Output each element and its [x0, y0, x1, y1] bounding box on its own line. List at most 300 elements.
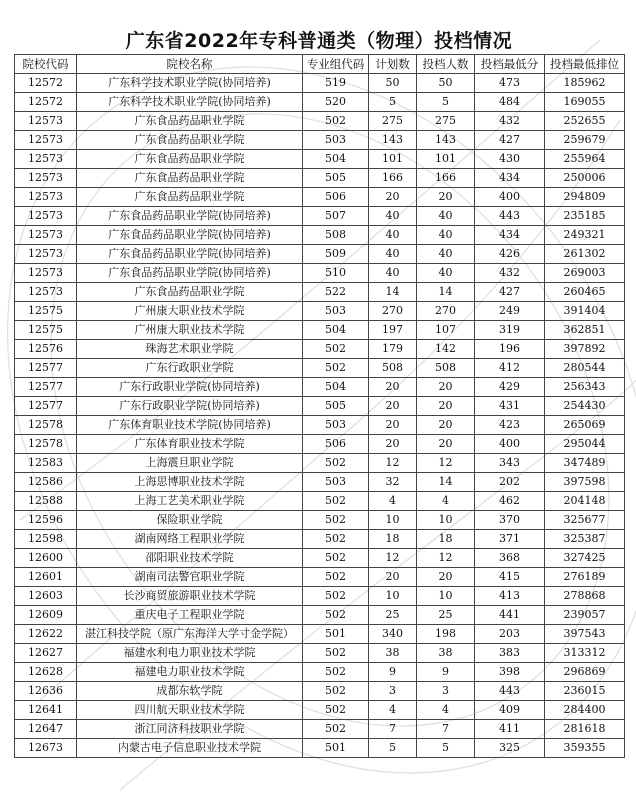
cell-school-code: 12573: [15, 207, 77, 226]
cell-admitted-count: 12: [417, 454, 475, 473]
cell-plan-count: 12: [369, 549, 417, 568]
cell-group-code: 502: [303, 454, 369, 473]
table-row: [15, 359, 625, 378]
cell-min-rank: 391404: [545, 302, 625, 321]
cell-min-rank: 327425: [545, 549, 625, 568]
cell-school-code: 12636: [15, 682, 77, 701]
table-row: [15, 340, 625, 359]
cell-min-rank: 284400: [545, 701, 625, 720]
table-row: [15, 682, 625, 701]
cell-group-code: 522: [303, 283, 369, 302]
cell-min-rank: 397543: [545, 625, 625, 644]
cell-admitted-count: 20: [417, 568, 475, 587]
cell-school-name: 广东食品药品职业学院: [77, 131, 303, 150]
cell-school-name: 湛江科技学院（原广东海洋大学寸金学院）: [77, 625, 303, 644]
cell-school-name: 浙江同济科技职业学院: [77, 720, 303, 739]
cell-school-code: 12673: [15, 739, 77, 758]
cell-admitted-count: 9: [417, 663, 475, 682]
cell-plan-count: 508: [369, 359, 417, 378]
cell-min-rank: 269003: [545, 264, 625, 283]
cell-admitted-count: 38: [417, 644, 475, 663]
cell-school-code: 12573: [15, 226, 77, 245]
cell-school-name: 上海工艺美术职业学院: [77, 492, 303, 511]
cell-plan-count: 25: [369, 606, 417, 625]
cell-plan-count: 143: [369, 131, 417, 150]
cell-school-code: 12628: [15, 663, 77, 682]
cell-min-score: 427: [475, 131, 545, 150]
table-row: [15, 644, 625, 663]
cell-school-name: 湖南司法警官职业学院: [77, 568, 303, 587]
cell-min-score: 430: [475, 150, 545, 169]
cell-group-code: 507: [303, 207, 369, 226]
cell-plan-count: 14: [369, 283, 417, 302]
cell-school-code: 12598: [15, 530, 77, 549]
cell-school-name: 广东食品药品职业学院(协同培养): [77, 207, 303, 226]
cell-group-code: 519: [303, 74, 369, 93]
cell-school-name: 广东科学技术职业学院(协同培养): [77, 74, 303, 93]
cell-group-code: 502: [303, 663, 369, 682]
cell-min-rank: 259679: [545, 131, 625, 150]
cell-min-score: 484: [475, 93, 545, 112]
cell-min-rank: 359355: [545, 739, 625, 758]
cell-school-code: 12622: [15, 625, 77, 644]
cell-min-rank: 296869: [545, 663, 625, 682]
cell-admitted-count: 40: [417, 207, 475, 226]
cell-plan-count: 20: [369, 416, 417, 435]
cell-min-score: 370: [475, 511, 545, 530]
table-row: [15, 549, 625, 568]
cell-plan-count: 20: [369, 568, 417, 587]
cell-group-code: 502: [303, 511, 369, 530]
cell-admitted-count: 270: [417, 302, 475, 321]
table-row: [15, 188, 625, 207]
cell-group-code: 502: [303, 644, 369, 663]
cell-group-code: 501: [303, 739, 369, 758]
table-row: [15, 606, 625, 625]
cell-school-name: 广东食品药品职业学院: [77, 188, 303, 207]
cell-school-name: 广东体育职业技术学院(协同培养): [77, 416, 303, 435]
table-row: [15, 530, 625, 549]
cell-min-rank: 362851: [545, 321, 625, 340]
cell-school-code: 12588: [15, 492, 77, 511]
table-row: [15, 511, 625, 530]
cell-school-name: 广东食品药品职业学院: [77, 283, 303, 302]
page-title: 广东省2022年专科普通类（物理）投档情况: [125, 30, 513, 52]
cell-min-score: 413: [475, 587, 545, 606]
table-row: [15, 245, 625, 264]
cell-school-name: 广州康大职业技术学院: [77, 321, 303, 340]
cell-school-name: 福建水利电力职业技术学院: [77, 644, 303, 663]
cell-min-score: 423: [475, 416, 545, 435]
cell-min-score: 415: [475, 568, 545, 587]
cell-school-code: 12575: [15, 302, 77, 321]
cell-admitted-count: 18: [417, 530, 475, 549]
table-row: [15, 416, 625, 435]
cell-school-code: 12578: [15, 435, 77, 454]
cell-school-name: 广东行政职业学院(协同培养): [77, 378, 303, 397]
cell-school-code: 12600: [15, 549, 77, 568]
cell-min-rank: 276189: [545, 568, 625, 587]
header-school-code: 院校代码: [15, 55, 77, 74]
document-page: [14, 28, 624, 758]
cell-school-code: 12577: [15, 359, 77, 378]
cell-school-code: 12576: [15, 340, 77, 359]
cell-admitted-count: 5: [417, 739, 475, 758]
cell-school-code: 12573: [15, 169, 77, 188]
cell-school-name: 广东食品药品职业学院(协同培养): [77, 226, 303, 245]
cell-min-score: 462: [475, 492, 545, 511]
header-min-score: 投档最低分: [475, 55, 545, 74]
cell-plan-count: 275: [369, 112, 417, 131]
cell-plan-count: 5: [369, 739, 417, 758]
table-row: [15, 131, 625, 150]
cell-admitted-count: 10: [417, 511, 475, 530]
table-row: [15, 264, 625, 283]
cell-min-score: 202: [475, 473, 545, 492]
cell-admitted-count: 508: [417, 359, 475, 378]
cell-group-code: 502: [303, 359, 369, 378]
cell-school-code: 12583: [15, 454, 77, 473]
cell-plan-count: 20: [369, 397, 417, 416]
header-plan-count: 计划数: [369, 55, 417, 74]
cell-min-rank: 235185: [545, 207, 625, 226]
cell-group-code: 504: [303, 378, 369, 397]
table-row: [15, 454, 625, 473]
cell-min-score: 196: [475, 340, 545, 359]
cell-school-name: 广东行政职业学院: [77, 359, 303, 378]
cell-min-rank: 260465: [545, 283, 625, 302]
cell-min-score: 400: [475, 435, 545, 454]
cell-plan-count: 5: [369, 93, 417, 112]
cell-group-code: 502: [303, 112, 369, 131]
cell-min-score: 368: [475, 549, 545, 568]
cell-min-score: 426: [475, 245, 545, 264]
cell-group-code: 502: [303, 549, 369, 568]
cell-school-code: 12578: [15, 416, 77, 435]
cell-min-rank: 204148: [545, 492, 625, 511]
cell-admitted-count: 20: [417, 435, 475, 454]
table-row: [15, 397, 625, 416]
cell-school-name: 上海震旦职业学院: [77, 454, 303, 473]
table-row: [15, 720, 625, 739]
cell-school-code: 12647: [15, 720, 77, 739]
cell-plan-count: 7: [369, 720, 417, 739]
cell-admitted-count: 14: [417, 473, 475, 492]
cell-min-rank: 169055: [545, 93, 625, 112]
table-row: [15, 435, 625, 454]
cell-min-rank: 255964: [545, 150, 625, 169]
cell-min-score: 383: [475, 644, 545, 663]
cell-group-code: 503: [303, 302, 369, 321]
cell-plan-count: 40: [369, 207, 417, 226]
cell-min-rank: 265069: [545, 416, 625, 435]
cell-admitted-count: 107: [417, 321, 475, 340]
cell-min-rank: 295044: [545, 435, 625, 454]
table-row: [15, 587, 625, 606]
cell-group-code: 502: [303, 701, 369, 720]
table-row: [15, 492, 625, 511]
cell-group-code: 509: [303, 245, 369, 264]
cell-school-name: 福建电力职业技术学院: [77, 663, 303, 682]
cell-admitted-count: 4: [417, 492, 475, 511]
cell-min-score: 343: [475, 454, 545, 473]
cell-plan-count: 9: [369, 663, 417, 682]
cell-min-score: 203: [475, 625, 545, 644]
cell-plan-count: 40: [369, 245, 417, 264]
cell-group-code: 503: [303, 473, 369, 492]
cell-school-name: 广东食品药品职业学院: [77, 150, 303, 169]
cell-admitted-count: 5: [417, 93, 475, 112]
cell-school-name: 广东食品药品职业学院: [77, 169, 303, 188]
cell-admitted-count: 4: [417, 701, 475, 720]
cell-plan-count: 40: [369, 226, 417, 245]
cell-school-name: 广东行政职业学院(协同培养): [77, 397, 303, 416]
cell-min-score: 325: [475, 739, 545, 758]
cell-admitted-count: 20: [417, 378, 475, 397]
cell-school-code: 12573: [15, 112, 77, 131]
cell-plan-count: 18: [369, 530, 417, 549]
cell-min-rank: 254430: [545, 397, 625, 416]
table-row: [15, 321, 625, 340]
cell-school-code: 12573: [15, 283, 77, 302]
cell-group-code: 502: [303, 587, 369, 606]
cell-min-score: 427: [475, 283, 545, 302]
cell-admitted-count: 166: [417, 169, 475, 188]
cell-school-name: 邵阳职业技术学院: [77, 549, 303, 568]
cell-admitted-count: 3: [417, 682, 475, 701]
cell-min-rank: 185962: [545, 74, 625, 93]
cell-plan-count: 20: [369, 378, 417, 397]
cell-min-rank: 256343: [545, 378, 625, 397]
cell-min-score: 400: [475, 188, 545, 207]
table-row: [15, 74, 625, 93]
cell-group-code: 502: [303, 682, 369, 701]
cell-min-rank: 397598: [545, 473, 625, 492]
cell-min-rank: 261302: [545, 245, 625, 264]
cell-min-rank: 281618: [545, 720, 625, 739]
cell-admitted-count: 143: [417, 131, 475, 150]
cell-school-name: 上海思博职业技术学院: [77, 473, 303, 492]
cell-min-rank: 325677: [545, 511, 625, 530]
cell-school-code: 12577: [15, 378, 77, 397]
cell-min-score: 434: [475, 169, 545, 188]
cell-group-code: 506: [303, 435, 369, 454]
cell-min-rank: 313312: [545, 644, 625, 663]
cell-min-score: 432: [475, 112, 545, 131]
cell-school-name: 长沙商贸旅游职业技术学院: [77, 587, 303, 606]
admission-table: [14, 54, 625, 758]
cell-school-name: 广东食品药品职业学院(协同培养): [77, 264, 303, 283]
cell-min-rank: 397892: [545, 340, 625, 359]
cell-plan-count: 197: [369, 321, 417, 340]
cell-min-rank: 252655: [545, 112, 625, 131]
cell-school-code: 12572: [15, 93, 77, 112]
cell-admitted-count: 12: [417, 549, 475, 568]
cell-plan-count: 270: [369, 302, 417, 321]
cell-group-code: 502: [303, 340, 369, 359]
cell-admitted-count: 50: [417, 74, 475, 93]
cell-plan-count: 101: [369, 150, 417, 169]
cell-group-code: 503: [303, 131, 369, 150]
table-row: [15, 169, 625, 188]
cell-plan-count: 50: [369, 74, 417, 93]
cell-group-code: 502: [303, 492, 369, 511]
cell-school-name: 内蒙古电子信息职业技术学院: [77, 739, 303, 758]
cell-min-score: 398: [475, 663, 545, 682]
cell-school-name: 广东食品药品职业学院: [77, 112, 303, 131]
cell-min-score: 249: [475, 302, 545, 321]
table-row: [15, 701, 625, 720]
cell-plan-count: 4: [369, 492, 417, 511]
cell-school-code: 12572: [15, 74, 77, 93]
cell-plan-count: 38: [369, 644, 417, 663]
cell-group-code: 506: [303, 188, 369, 207]
cell-min-rank: 239057: [545, 606, 625, 625]
cell-min-rank: 280544: [545, 359, 625, 378]
cell-school-code: 12601: [15, 568, 77, 587]
table-row: [15, 663, 625, 682]
cell-group-code: 505: [303, 397, 369, 416]
table-header-row: [15, 55, 625, 74]
cell-min-rank: 325387: [545, 530, 625, 549]
table-row: [15, 739, 625, 758]
table-row: [15, 226, 625, 245]
cell-group-code: 520: [303, 93, 369, 112]
cell-school-code: 12609: [15, 606, 77, 625]
cell-group-code: 502: [303, 568, 369, 587]
cell-school-name: 成都东软学院: [77, 682, 303, 701]
cell-admitted-count: 40: [417, 226, 475, 245]
cell-group-code: 501: [303, 625, 369, 644]
cell-school-code: 12573: [15, 264, 77, 283]
cell-school-name: 广州康大职业技术学院: [77, 302, 303, 321]
cell-group-code: 504: [303, 150, 369, 169]
cell-plan-count: 10: [369, 587, 417, 606]
cell-school-code: 12577: [15, 397, 77, 416]
table-row: [15, 568, 625, 587]
cell-school-code: 12573: [15, 150, 77, 169]
header-school-name: 院校名称: [77, 55, 303, 74]
cell-min-score: 371: [475, 530, 545, 549]
cell-admitted-count: 25: [417, 606, 475, 625]
cell-min-score: 434: [475, 226, 545, 245]
cell-school-code: 12603: [15, 587, 77, 606]
cell-admitted-count: 142: [417, 340, 475, 359]
cell-plan-count: 166: [369, 169, 417, 188]
cell-min-score: 429: [475, 378, 545, 397]
cell-admitted-count: 20: [417, 397, 475, 416]
cell-plan-count: 3: [369, 682, 417, 701]
table-row: [15, 473, 625, 492]
cell-school-name: 珠海艺术职业学院: [77, 340, 303, 359]
table-row: [15, 283, 625, 302]
cell-plan-count: 10: [369, 511, 417, 530]
cell-school-code: 12573: [15, 131, 77, 150]
cell-min-score: 473: [475, 74, 545, 93]
cell-admitted-count: 20: [417, 416, 475, 435]
table-row: [15, 207, 625, 226]
cell-min-rank: 294809: [545, 188, 625, 207]
cell-min-score: 319: [475, 321, 545, 340]
cell-school-code: 12641: [15, 701, 77, 720]
cell-school-name: 广东科学技术职业学院(协同培养): [77, 93, 303, 112]
cell-school-name: 四川航天职业技术学院: [77, 701, 303, 720]
cell-plan-count: 4: [369, 701, 417, 720]
cell-min-score: 431: [475, 397, 545, 416]
cell-min-score: 432: [475, 264, 545, 283]
cell-min-score: 443: [475, 682, 545, 701]
cell-school-code: 12573: [15, 188, 77, 207]
cell-group-code: 502: [303, 720, 369, 739]
cell-min-score: 412: [475, 359, 545, 378]
cell-group-code: 502: [303, 530, 369, 549]
cell-admitted-count: 101: [417, 150, 475, 169]
cell-plan-count: 32: [369, 473, 417, 492]
table-row: [15, 302, 625, 321]
cell-admitted-count: 40: [417, 264, 475, 283]
cell-min-rank: 278868: [545, 587, 625, 606]
cell-min-rank: 347489: [545, 454, 625, 473]
cell-min-score: 409: [475, 701, 545, 720]
cell-school-code: 12596: [15, 511, 77, 530]
cell-school-name: 广东体育职业技术学院: [77, 435, 303, 454]
cell-school-code: 12586: [15, 473, 77, 492]
cell-plan-count: 340: [369, 625, 417, 644]
cell-plan-count: 20: [369, 188, 417, 207]
cell-min-score: 441: [475, 606, 545, 625]
cell-school-name: 重庆电子工程职业学院: [77, 606, 303, 625]
cell-school-name: 广东食品药品职业学院(协同培养): [77, 245, 303, 264]
header-admitted-count: 投档人数: [417, 55, 475, 74]
cell-school-code: 12627: [15, 644, 77, 663]
cell-group-code: 504: [303, 321, 369, 340]
table-body: [15, 74, 625, 758]
cell-min-score: 443: [475, 207, 545, 226]
cell-group-code: 508: [303, 226, 369, 245]
cell-min-rank: 250006: [545, 169, 625, 188]
cell-plan-count: 40: [369, 264, 417, 283]
cell-plan-count: 179: [369, 340, 417, 359]
cell-admitted-count: 7: [417, 720, 475, 739]
table-row: [15, 378, 625, 397]
cell-min-rank: 249321: [545, 226, 625, 245]
cell-school-name: 保险职业学院: [77, 511, 303, 530]
cell-group-code: 502: [303, 606, 369, 625]
cell-admitted-count: 14: [417, 283, 475, 302]
header-min-rank: 投档最低排位: [545, 55, 625, 74]
header-group-code: 专业组代码: [303, 55, 369, 74]
cell-school-code: 12575: [15, 321, 77, 340]
cell-group-code: 503: [303, 416, 369, 435]
table-row: [15, 112, 625, 131]
table-row: [15, 93, 625, 112]
cell-min-score: 411: [475, 720, 545, 739]
table-row: [15, 150, 625, 169]
cell-group-code: 505: [303, 169, 369, 188]
cell-admitted-count: 198: [417, 625, 475, 644]
cell-admitted-count: 40: [417, 245, 475, 264]
cell-admitted-count: 275: [417, 112, 475, 131]
cell-school-name: 湖南网络工程职业学院: [77, 530, 303, 549]
cell-plan-count: 12: [369, 454, 417, 473]
cell-admitted-count: 10: [417, 587, 475, 606]
cell-plan-count: 20: [369, 435, 417, 454]
cell-admitted-count: 20: [417, 188, 475, 207]
cell-min-rank: 236015: [545, 682, 625, 701]
table-row: [15, 625, 625, 644]
cell-school-code: 12573: [15, 245, 77, 264]
cell-group-code: 510: [303, 264, 369, 283]
